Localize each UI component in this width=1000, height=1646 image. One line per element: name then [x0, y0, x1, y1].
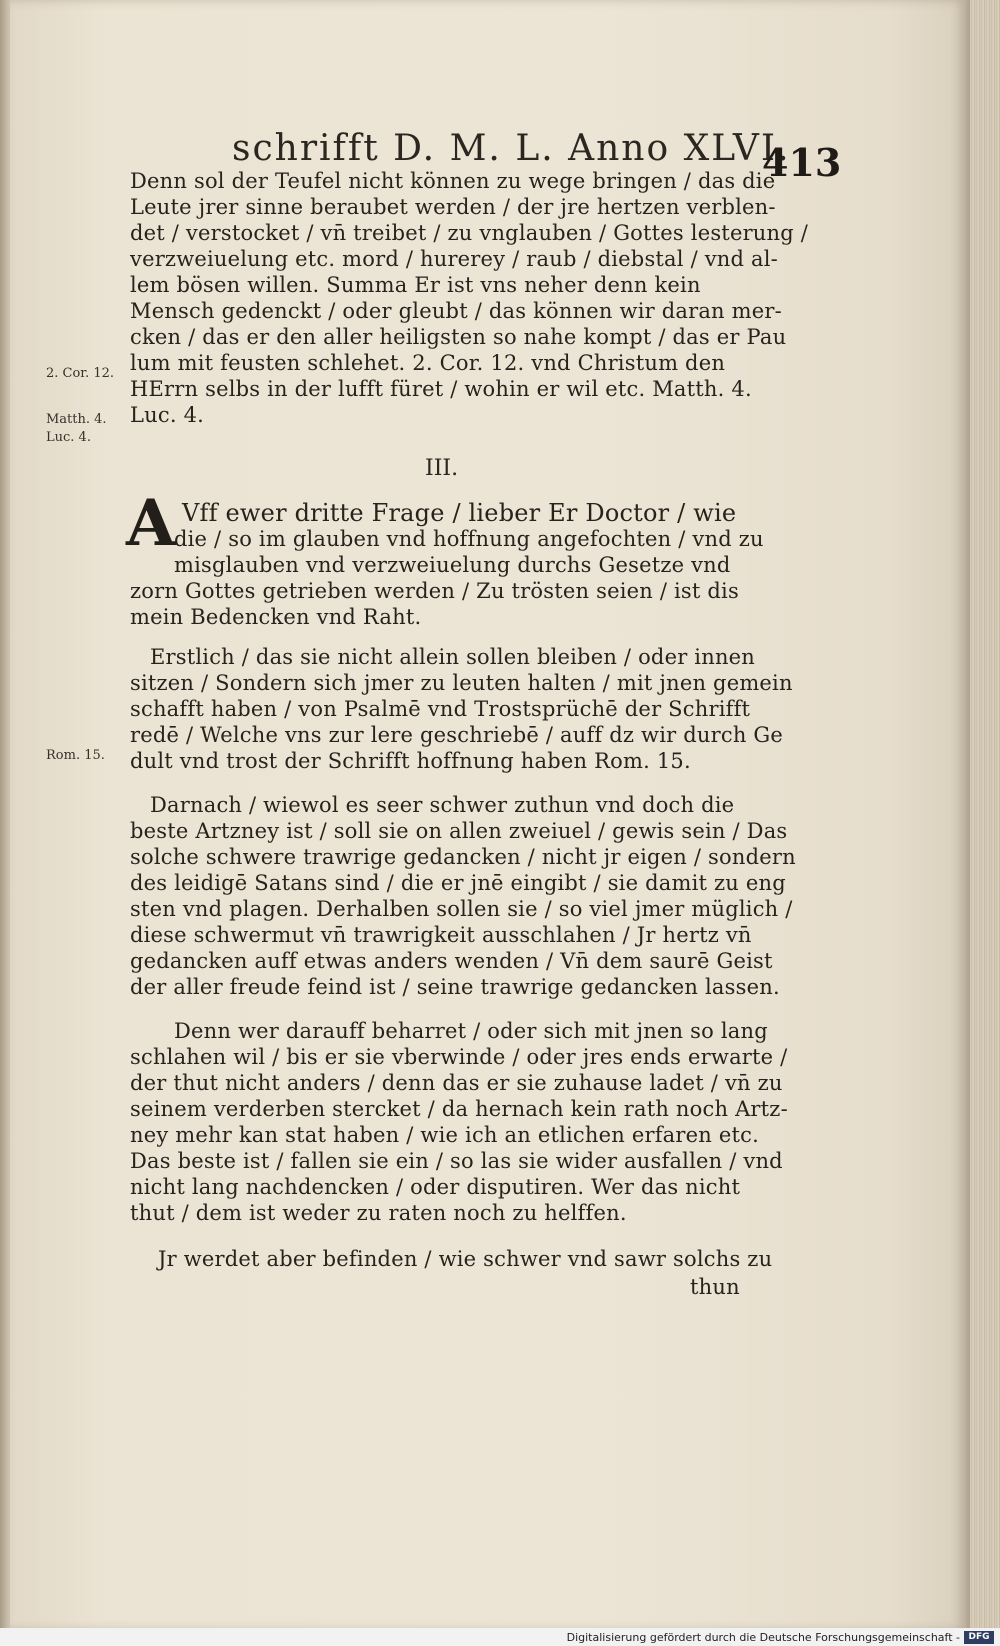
text-line: dult vnd trost der Schrifft hoffnung haben Rom. 15. [130, 749, 691, 773]
running-head: schrifft D. M. L. Anno XLVI. [232, 128, 791, 169]
text-line: verzweiuelung etc. mord / hurerey / raub / diebstal / vnd al- [130, 247, 778, 271]
page-edges [970, 0, 1000, 1630]
text-line: Luc. 4. [130, 403, 205, 427]
text-line: thut / dem ist weder zu raten noch zu helffen. [130, 1201, 627, 1225]
text-line: sten vnd plagen. Derhalben sollen sie / so viel jmer müglich / [130, 897, 793, 921]
digitization-credit: Digitalisierung gefördert durch die Deutsche Forschungsgemeinschaft - [566, 1631, 960, 1644]
margin-note-luc: Luc. 4. [46, 430, 91, 445]
text-line: schafft haben / von Psalmē vnd Trostsprüchē der Schrifft [130, 697, 751, 721]
text-line: HErrn selbs in der lufft füret / wohin er wil etc. Matth. 4. [130, 377, 752, 401]
text-line: der thut nicht anders / denn das er sie zuhause ladet / vn̄ zu [130, 1071, 783, 1095]
text-line: diese schwermut vn̄ trawrigkeit ausschlahen / Jr hertz vn̄ [130, 923, 752, 947]
text-line: Leute jrer sinne beraubet werden / der jre hertzen verblen- [130, 195, 776, 219]
margin-note-matth: Matth. 4. [46, 412, 107, 427]
margin-note-cor: 2. Cor. 12. [46, 366, 115, 381]
text-line: seinem verderben stercket / da hernach kein rath noch Artz- [130, 1097, 788, 1121]
text-line: Vff ewer dritte Frage / lieber Er Doctor / wie [182, 499, 737, 527]
drop-cap-initial: A [126, 486, 176, 561]
text-line: nicht lang nachdencken / oder disputiren. Wer das nicht [130, 1175, 741, 1199]
text-line: Jr werdet aber befinden / wie schwer vnd sawr solchs zu [158, 1247, 773, 1271]
section-number: III. [425, 456, 459, 481]
paragraph-1 [130, 168, 808, 428]
text-line: cken / das er den aller heiligsten so nahe kompt / das er Pau [130, 325, 787, 349]
text-line: det / verstocket / vn̄ treibet / zu vnglauben / Gottes lesterung / [130, 221, 809, 245]
text-line: solche schwere trawrige gedancken / nicht jr eigen / sondern [130, 845, 796, 869]
paragraph-2 [130, 500, 764, 630]
catchword: thun [690, 1275, 740, 1299]
dfg-logo: DFG [964, 1631, 994, 1644]
paragraph-4 [130, 792, 796, 1000]
text-line: Das beste ist / fallen sie ein / so las sie wider ausfallen / vnd [130, 1149, 783, 1173]
text-line: ney mehr kan stat haben / wie ich an etlichen erfaren etc. [130, 1123, 759, 1147]
text-line: Denn wer darauff beharret / oder sich mit jnen so lang [174, 1019, 768, 1043]
text-line: redē / Welche vns zur lere geschriebē / auff dz wir durch Ge [130, 723, 784, 747]
paragraph-3 [130, 644, 793, 774]
text-line: beste Artzney ist / soll sie on allen zweiuel / gewis sein / Das [130, 819, 788, 843]
text-line: lum mit feusten schlehet. 2. Cor. 12. vnd Christum den [130, 351, 726, 375]
text-line: schlahen wil / bis er sie vberwinde / oder jres ends erwarte / [130, 1045, 788, 1069]
text-line: Mensch gedenckt / oder gleubt / das können wir daran mer- [130, 299, 782, 323]
page-number: 413 [762, 140, 842, 185]
paragraph-6 [130, 1246, 772, 1272]
text-line: Erstlich / das sie nicht allein sollen bleiben / oder innen [150, 645, 756, 669]
text-line: lem bösen willen. Summa Er ist vns neher denn kein [130, 273, 701, 297]
text-line: mein Bedencken vnd Raht. [130, 605, 422, 629]
text-line: sitzen / Sondern sich jmer zu leuten halten / mit jnen gemein [130, 671, 793, 695]
text-line: misglauben vnd verzweiuelung durchs Gesetze vnd [174, 553, 731, 577]
text-line: Denn sol der Teufel nicht können zu wege bringen / das die [130, 169, 776, 193]
paragraph-5 [130, 1018, 788, 1226]
text-line: gedancken auff etwas anders wenden / Vn̄ dem saurē Geist [130, 949, 773, 973]
text-line: des leidigē Satans sind / die er jnē eingibt / sie damit zu eng [130, 871, 786, 895]
text-line: die / so im glauben vnd hoffnung angefochten / vnd zu [174, 527, 764, 551]
text-line: zorn Gottes getrieben werden / Zu trösten seien / ist dis [130, 579, 739, 603]
text-line: Darnach / wiewol es seer schwer zuthun vnd doch die [150, 793, 735, 817]
margin-note-rom: Rom. 15. [46, 748, 105, 763]
text-line: der aller freude feind ist / seine trawrige gedancken lassen. [130, 975, 780, 999]
